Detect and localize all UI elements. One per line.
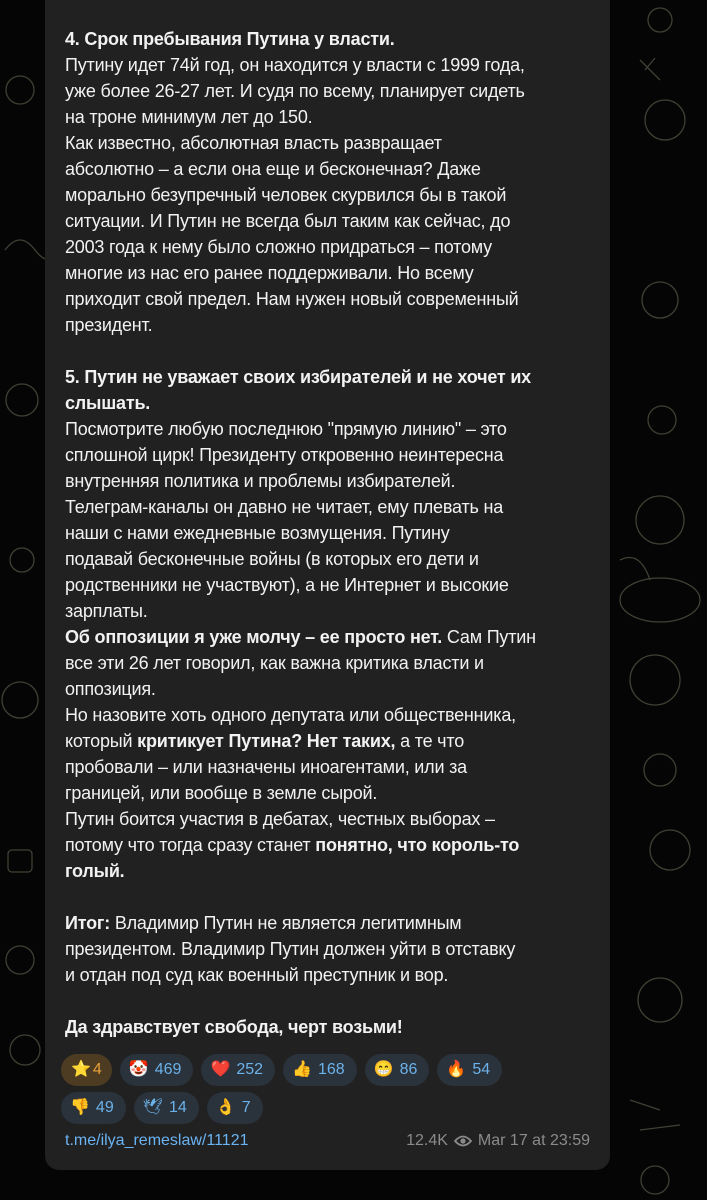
text-line [65,884,536,910]
reaction-count: 4 [92,1061,102,1078]
text-line [65,338,536,364]
reaction-count: 14 [169,1099,187,1116]
text-segment: 2003 года к нему было сложно придраться – потому [65,237,492,257]
bold-text: 5. Путин не уважает своих избирателей и не хочет их [65,367,531,387]
ok-hand-icon: 👌 [215,1099,236,1116]
text-line [65,988,536,1014]
bold-text: 4. Срок пребывания Путина у власти. [65,29,395,49]
text-line [65,78,536,104]
text-segment: оппозиция. [65,679,156,699]
text-line [65,546,536,572]
text-line [65,52,536,78]
text-line [65,910,536,936]
text-segment: зарплаты. [65,601,148,621]
text-line [65,806,536,832]
text-segment: границей, или вообще в земле сырой. [65,783,378,803]
text-segment: морально безупречный человек скурвился бы в такой [65,185,507,205]
heart-icon: ❤️ [210,1061,231,1078]
reaction-count: 469 [154,1061,182,1078]
bold-text: слышать. [65,393,151,413]
clown-icon: 🤡 [128,1061,149,1078]
text-segment: ситуации. И Путин не всегда был таким как сейчас, до [65,211,511,231]
text-line [65,260,536,286]
text-line [65,780,536,806]
message-timestamp: Mar 17 at 23:59 [477,1132,590,1149]
text-segment: все эти 26 лет говорил, как важна критика власти и [65,653,484,673]
text-line [65,728,536,754]
text-segment: сплошной цирк! Президенту откровенно неинтересна [65,445,504,465]
text-line [65,442,536,468]
bold-text: голый. [65,861,125,881]
bold-text: Итог: [65,913,111,933]
text-segment: который [65,731,138,751]
text-line [65,104,536,130]
star-icon: ⭐ [71,1061,91,1078]
bold-text: Да здравствует свобода, черт возьми! [65,1017,403,1037]
text-line [65,962,536,988]
text-segment: потому что тогда сразу станет [65,835,316,855]
text-segment: на троне минимум лет до 150. [65,107,313,127]
text-segment: пробовали – или назначены иноагентами, или за [65,757,467,777]
text-segment: приходит свой предел. Нам нужен новый современный [65,289,519,309]
reaction-heart-button[interactable] [201,1054,275,1086]
text-line [65,26,536,52]
text-segment: наши с нами ежедневные возмущения. Путину [65,523,450,543]
text-segment: и отдан под суд как военный преступник и вор. [65,965,449,985]
text-segment: Посмотрите любую последнюю "прямую линию" – это [65,419,507,439]
reaction-clown-button[interactable] [120,1054,194,1086]
reaction-count: 7 [241,1099,251,1116]
thumbs-down-icon: 👎 [70,1099,90,1116]
reaction-grin-button[interactable] [365,1054,430,1086]
text-segment: Владимир Путин не является легитимным [110,913,462,933]
text-line [65,468,536,494]
text-segment: абсолютно – а если она еще и бесконечная? Даже [65,159,481,179]
text-line [65,598,536,624]
text-segment: родственники не участвуют), а не Интернет и высокие [65,575,509,595]
text-line [65,390,536,416]
text-line [65,1014,536,1040]
text-line [65,624,536,650]
text-line [65,494,536,520]
reaction-count: 86 [399,1061,418,1078]
text-line [65,182,536,208]
text-line [65,130,536,156]
text-segment: внутренняя политика и проблемы избирателей. [65,471,456,491]
eye-icon [454,1135,472,1147]
bold-text: понятно, что король-то [315,835,520,855]
text-line [65,650,536,676]
message-text [65,26,536,1040]
text-line [65,416,536,442]
text-line [65,364,536,390]
text-segment: многие из нас его ранее поддерживали. Но всему [65,263,474,283]
reaction-thumbs-up-button[interactable] [283,1054,357,1086]
reaction-count: 54 [472,1061,491,1078]
text-line [65,936,536,962]
text-segment: Сам Путин [442,627,536,647]
views-count: 12.4K [406,1132,448,1149]
text-line [65,572,536,598]
text-line [65,312,536,338]
reaction-count: 49 [95,1099,114,1116]
text-line [65,208,536,234]
reaction-dove-button[interactable] [134,1092,199,1124]
reaction-star-button[interactable] [61,1054,112,1086]
reaction-fire-button[interactable] [437,1054,502,1086]
reactions-bar [61,1054,601,1130]
text-line [65,702,536,728]
text-segment: президентом. Владимир Путин должен уйти в отставку [65,939,516,959]
post-link[interactable]: t.me/ilya_remeslaw/11121 [65,1132,249,1149]
bold-text: критикует Путина? Нет таких, [137,731,396,751]
text-line [65,754,536,780]
text-segment: подавай бесконечные войны (в которых его дети и [65,549,479,569]
text-line [65,858,536,884]
reaction-thumbs-down-button[interactable] [61,1092,126,1124]
text-segment: а те что [395,731,465,751]
text-segment: Телеграм-каналы он давно не читает, ему плевать на [65,497,504,517]
dove-icon: 🕊 [142,1099,164,1116]
message-bubble [45,0,610,1170]
text-segment: Путину идет 74й год, он находится у власти с 1999 года, [65,55,525,75]
text-segment: президент. [65,315,153,335]
message-footer [65,1132,590,1150]
reaction-ok-hand-button[interactable] [207,1092,263,1124]
grin-icon: 😁 [373,1061,394,1078]
text-line [65,520,536,546]
reaction-count: 168 [318,1061,345,1078]
text-segment: уже более 26-27 лет. И судя по всему, планирует сидеть [65,81,525,101]
text-segment: Но назовите хоть одного депутата или общественника, [65,705,516,725]
text-segment: Путин боится участия в дебатах, честных выборах – [65,809,495,829]
bold-text: Об оппозиции я уже молчу – ее просто нет. [65,627,443,647]
text-segment: Как известно, абсолютная власть развращает [65,133,442,153]
text-line [65,156,536,182]
text-line [65,234,536,260]
fire-icon: 🔥 [446,1061,467,1078]
text-line [65,832,536,858]
text-line [65,676,536,702]
thumbs-up-icon: 👍 [292,1061,312,1078]
reaction-count: 252 [236,1061,264,1078]
text-line [65,286,536,312]
